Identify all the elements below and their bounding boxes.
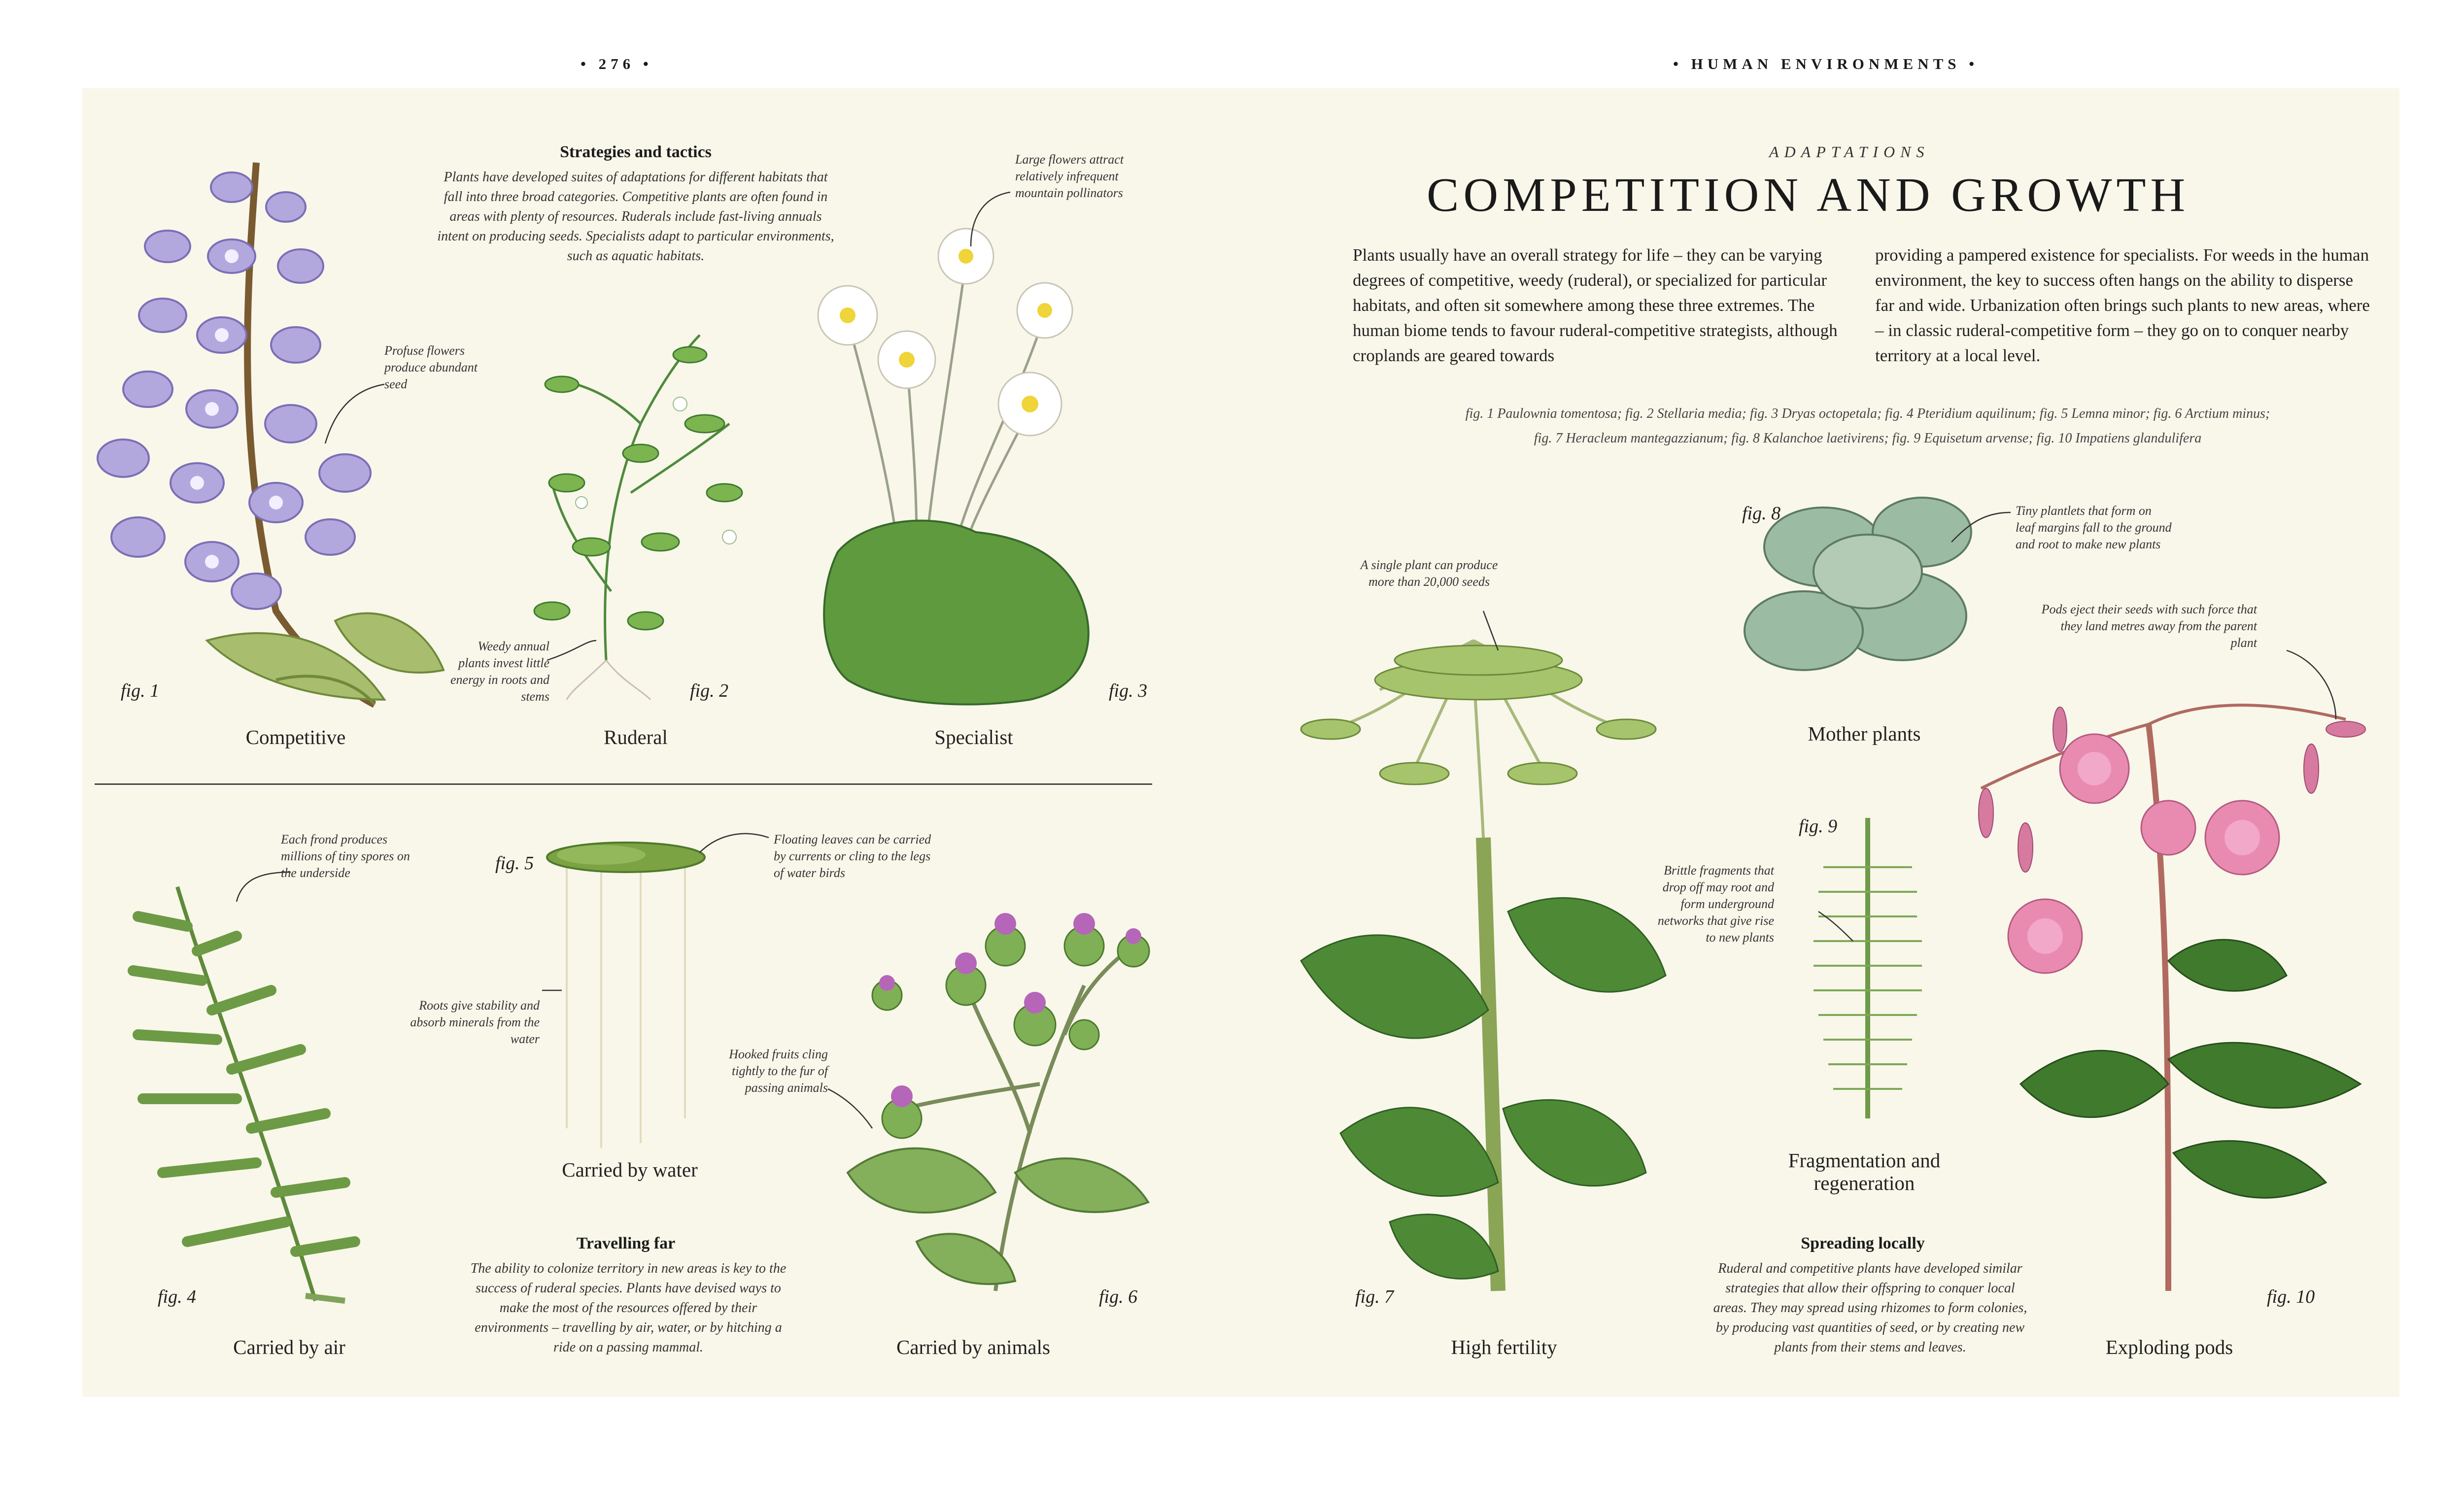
running-head: • HUMAN ENVIRONMENTS •: [1673, 55, 1979, 72]
annotation-pods: Pods eject their seeds with such force that they land metres away from the parent plant: [2041, 602, 2257, 650]
fig-label-6: fig. 6: [1099, 1286, 1138, 1307]
dryas-illustration: [818, 229, 1089, 705]
annotation-single-plant: A single plant can produce more than 20,000 seeds: [1360, 558, 1498, 589]
annotation-hooked: Hooked fruits cling tightly to the fur of passing animals: [729, 1047, 828, 1095]
annotation-weedy: Weedy annual plants invest little energy in roots and stems: [450, 639, 549, 704]
fig-label-4: fig. 4: [158, 1286, 197, 1307]
intro-col-2: providing a pampered existence for specialists. For weeds in the human environment, the key to success often hangs on the ability to disperse far and wide. Urbanization often brings such plants to new areas, where – in classic ruderal-competitive form – they go on to conquer nearby territory at a local level.: [1875, 245, 2370, 365]
fig-label-10: fig. 10: [2267, 1286, 2315, 1307]
page-title: COMPETITION AND GROWTH: [1427, 169, 2190, 222]
travelling-body: The ability to colonize territory in new areas is key to the success of ruderal species. Plants have devised ways to make the most of the resources offered by their environments – travelling by air, water, or by hitching a ride on a passing mammal.: [470, 1261, 787, 1355]
fig-label-1: fig. 1: [121, 680, 160, 701]
caption-fragmentation: Fragmentation and regeneration: [1788, 1149, 1941, 1194]
impatiens-illustration: [1979, 705, 2365, 1291]
annotation-floating: Floating leaves can be carried by currents or cling to the legs of water birds: [774, 832, 931, 880]
lemna-illustration: [547, 843, 705, 1148]
fig-label-5: fig. 5: [495, 853, 534, 874]
annotation-frond: Each frond produces millions of tiny spores on the underside: [281, 832, 410, 880]
caption-specialist: Specialist: [934, 726, 1013, 748]
caption-mother-plants: Mother plants: [1808, 722, 1921, 745]
paulownia-illustration: [98, 163, 444, 705]
annotation-brittle: Brittle fragments that drop off may root and form underground networks that give rise to new plants: [1657, 863, 1774, 945]
annotation-plantlets: Tiny plantlets that form on leaf margins fall to the ground and root to make new plants: [2016, 504, 2172, 551]
caption-competitive: Competitive: [245, 726, 346, 748]
caption-air: Carried by air: [233, 1336, 345, 1358]
stellaria-illustration: [534, 335, 742, 700]
caption-water: Carried by water: [562, 1158, 698, 1181]
fig-label-8: fig. 8: [1742, 503, 1781, 524]
fig-label-9: fig. 9: [1799, 816, 1838, 837]
caption-animals: Carried by animals: [896, 1336, 1050, 1358]
arctium-illustration: [848, 913, 1149, 1291]
travelling-title: Travelling far: [576, 1234, 676, 1252]
equisetum-illustration: [1814, 818, 1922, 1118]
annotation-profuse: Profuse flowers produce abundant seed: [384, 343, 478, 391]
fern-illustration: [133, 887, 355, 1301]
caption-ruderal: Ruderal: [604, 726, 668, 748]
figure-list: fig. 1 Paulownia tomentosa; fig. 2 Stellaria media; fig. 3 Dryas octopetala; fig. 4 Pteridium aquilinum; fig. 5 Lemna minor; fig. 6 Arctium minus; fig. 7 Heracleum mantegazzianum; fig. 8 Kalanchoe laetivirens; fig. 9 Equisetum arvense; fig. 10 Impatiens glandulifera: [1465, 406, 2270, 446]
caption-exploding-pods: Exploding pods: [2105, 1336, 2233, 1358]
annotation-roots: Roots give stability and absorb minerals from the water: [410, 998, 540, 1046]
caption-high-fertility: High fertility: [1451, 1336, 1557, 1358]
kicker: ADAPTATIONS: [1769, 143, 1930, 161]
strategies-title: Strategies and tactics: [560, 143, 712, 161]
heracleum-illustration: [1301, 641, 1666, 1291]
intro-col-1: Plants usually have an overall strategy for life – they can be varying degrees of competitive, weedy (ruderal), or specialized for particular habitats, and often sit somewhere among these three extremes. The human biome tends to favour ruderal-competitive strategists, although croplands are geared towards: [1353, 245, 1838, 365]
spreading-title: Spreading locally: [1801, 1234, 1925, 1252]
fig-label-2: fig. 2: [690, 680, 729, 701]
spreading-body: Ruderal and competitive plants have developed similar strategies that allow their offspring to conquer local areas. They may spread using rhizomes to form colonies, by producing vast quantities of seed, or by creating new plants from their stems and leaves.: [1713, 1261, 2027, 1355]
page-number: • 276 •: [581, 55, 653, 72]
fig-label-7: fig. 7: [1355, 1286, 1394, 1307]
strategies-body: Plants have developed suites of adaptations for different habitats that fall into three broad categories. Competitive plants are often found in areas with plenty of resources. Ruderals include fast-living annuals intent on producing seeds. Specialists adapt to particular environments, such as aquatic habitats.: [437, 169, 834, 264]
annotation-large-flowers: Large flowers attract relatively infrequent mountain pollinators: [1015, 152, 1124, 200]
fig-label-3: fig. 3: [1109, 680, 1148, 701]
